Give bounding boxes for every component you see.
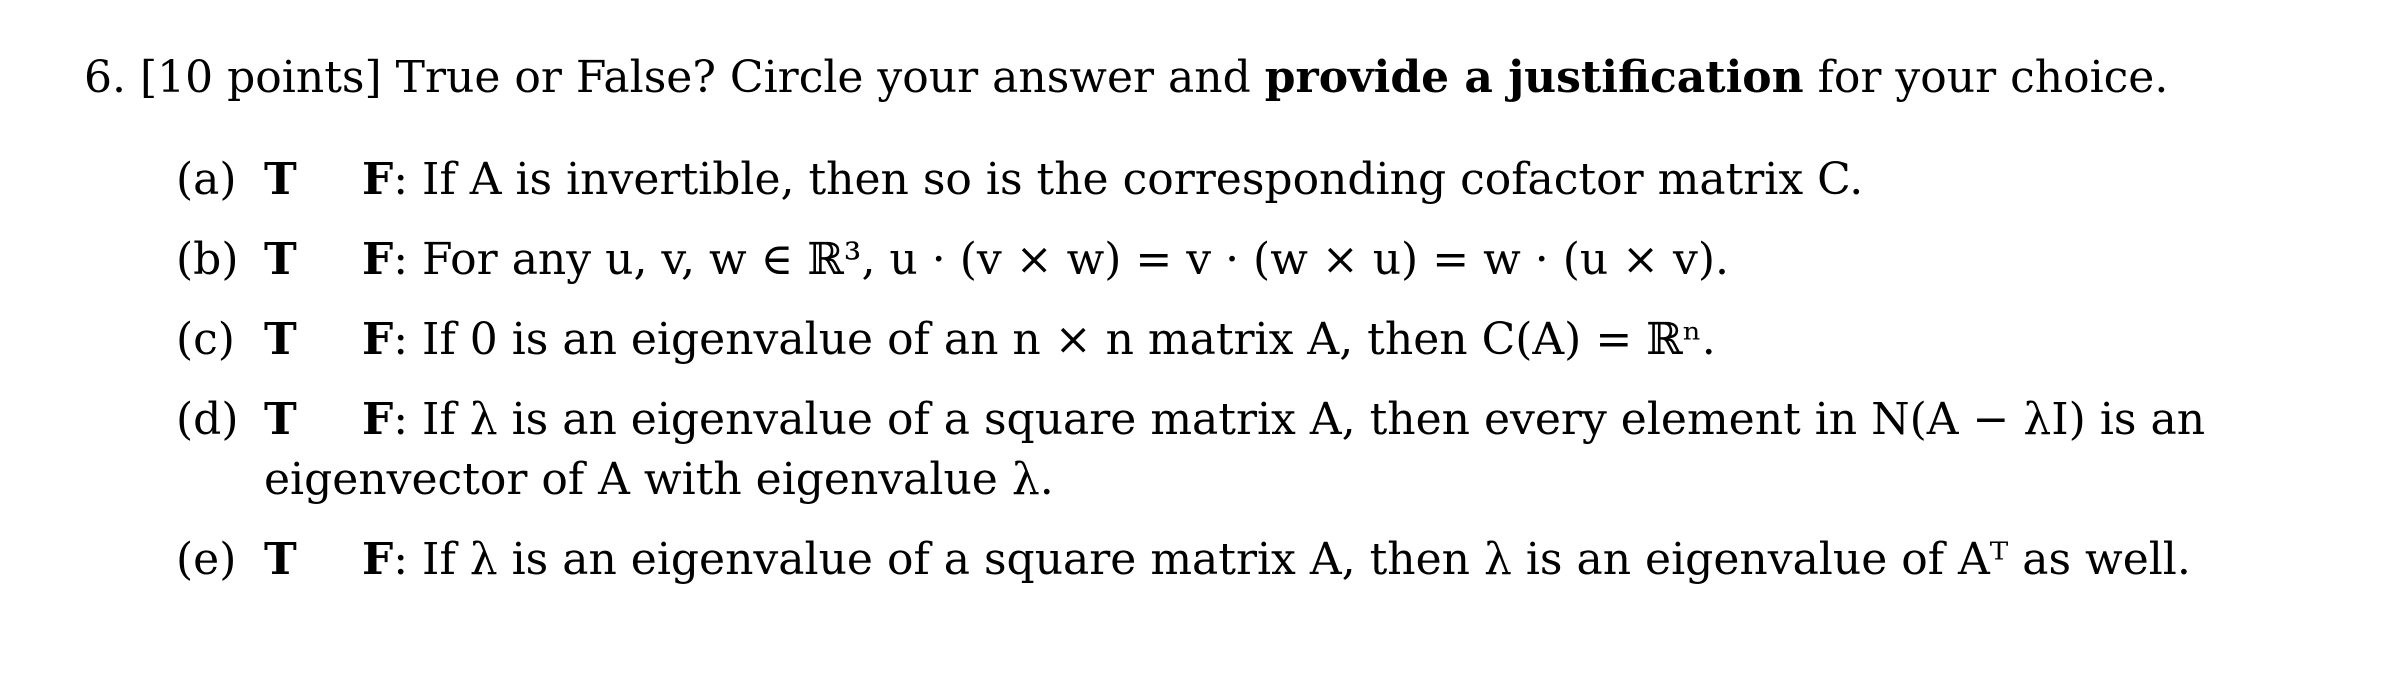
item-statement-line2: eigenvector of A with eigenvalue λ. [264, 454, 1054, 505]
false-option[interactable]: F [362, 534, 394, 585]
false-option[interactable]: F [362, 394, 394, 445]
item-label: (d) [176, 394, 239, 445]
true-option[interactable]: T [264, 234, 297, 285]
true-option[interactable]: T [264, 314, 297, 365]
problem-prompt-bold: provide a justification [1264, 52, 1804, 103]
item-statement: : If 0 is an eigenvalue of an n × n matrix A, then C(A) = ℝⁿ. [393, 314, 1716, 365]
false-option[interactable]: F [362, 154, 394, 205]
false-option[interactable]: F [362, 234, 394, 285]
item-label: (e) [176, 534, 237, 585]
problem-points: [10 points] [139, 52, 382, 103]
item-statement: : For any u, v, w ∈ ℝ³, u · (v × w) = v · (w × u) = w · (u × v). [393, 234, 1730, 285]
item-statement: : If A is invertible, then so is the corresponding cofactor matrix C. [393, 154, 1864, 205]
problem-prompt-after: for your choice. [1817, 52, 2169, 103]
item-label: (c) [176, 314, 235, 365]
problem-header [84, 48, 2168, 108]
problem-number: 6. [84, 52, 126, 103]
item-statement-line1: : If λ is an eigenvalue of a square matrix A, then every element in N(A − λI) is an [393, 394, 2206, 445]
true-option[interactable]: T [264, 534, 297, 585]
list-item [176, 390, 2316, 510]
false-option[interactable]: F [362, 314, 394, 365]
item-label: (a) [176, 154, 237, 205]
true-option[interactable]: T [264, 394, 297, 445]
list-item [176, 230, 2316, 290]
list-item [176, 310, 2316, 370]
item-label: (b) [176, 234, 239, 285]
problem-prompt-before: True or False? Circle your answer and [395, 52, 1251, 103]
list-item [176, 530, 2316, 590]
true-false-list [176, 150, 2316, 610]
true-option[interactable]: T [264, 154, 297, 205]
list-item [176, 150, 2316, 210]
item-statement: : If λ is an eigenvalue of a square matrix A, then λ is an eigenvalue of Aᵀ as well. [393, 534, 2191, 585]
